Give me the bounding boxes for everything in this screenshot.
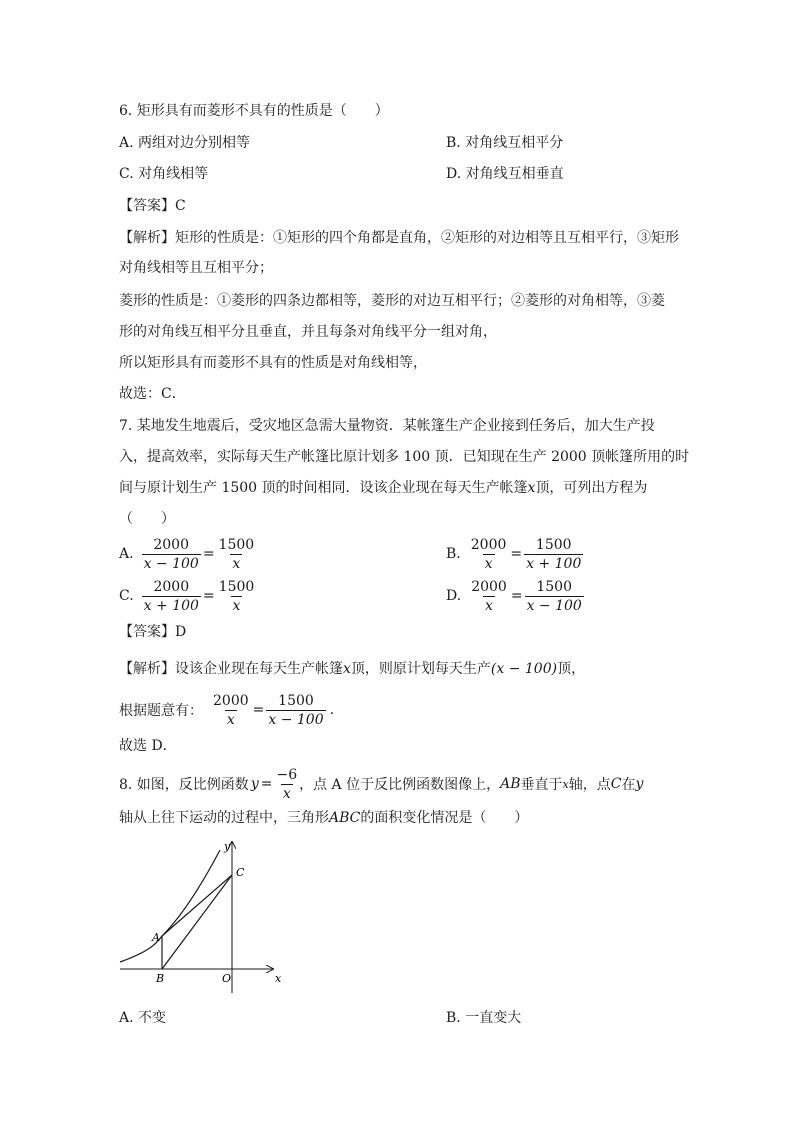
label-y: y bbox=[224, 840, 231, 853]
q6-analysis-line: 所以矩形具有而菱形不具有的性质是对角线相等， bbox=[119, 355, 427, 371]
q8-option-a: A. 不变 bbox=[119, 1010, 167, 1026]
q7-stem-line: 入，提高效率，实际每天生产帐篷比原计划多 100 顶．已知现在生产 2000 顶帐篷所用的时 bbox=[119, 449, 690, 465]
q6-analysis-line: 菱形的性质是：①菱形的四条边都相等，菱形的对边互相平行；②菱形的对角相等，③菱 bbox=[119, 293, 665, 309]
hyperbola-curve bbox=[120, 850, 220, 962]
segment-ac bbox=[162, 875, 232, 936]
q7-stem-line: 间与原计划生产 1500 顶的时间相同．设该企业现在每天生产帐篷x顶，可列出方程为 bbox=[119, 480, 648, 496]
q6-answer: 【答案】C bbox=[119, 198, 186, 214]
q7-option-b: B. $\frac{2000}{x}$ = $\frac{1500}{x + 100}$ bbox=[446, 536, 582, 572]
label-b: B bbox=[156, 972, 165, 985]
q6-option-d: D. 对角线互相垂直 bbox=[446, 166, 564, 182]
q6-option-a: A. 两组对边分别相等 bbox=[119, 135, 251, 151]
q6-analysis-line: 形的对角线互相平分且垂直，并且每条对角线平分一组对角， bbox=[119, 324, 497, 340]
q8-option-b: B. 一直变大 bbox=[446, 1010, 522, 1026]
q6-stem: 6. 矩形具有而菱形不具有的性质是（ ） bbox=[119, 103, 389, 119]
q7-option-a: A. $\frac{2000}{x - 100}$ = $\frac{1500}{x}$ bbox=[119, 536, 255, 572]
q7-option-c: C. $\frac{2000}{x + 100}$ = $\frac{1500}{x}$ bbox=[119, 578, 255, 614]
label-x: x bbox=[275, 972, 282, 985]
q6-option-b: B. 对角线互相平分 bbox=[446, 135, 564, 151]
q6-analysis-line: 对角线相等且互相平分； bbox=[119, 260, 273, 276]
q7-analysis-line: 【解析】设该企业现在每天生产帐篷x顶，则原计划每天生产(x − 100)顶， bbox=[119, 661, 586, 677]
q8-figure bbox=[110, 838, 290, 998]
q7-stem-line: （ ） bbox=[119, 511, 175, 527]
q6-analysis-line: 故选：C． bbox=[119, 386, 186, 402]
label-o: O bbox=[222, 972, 232, 985]
q6-option-c: C. 对角线相等 bbox=[119, 166, 209, 182]
label-a: A bbox=[152, 931, 160, 944]
q7-analysis-equation: 根据题意有： $\frac{2000}{x}$ = $\frac{1500}{x - 100}$ . bbox=[119, 692, 335, 728]
q7-option-d: D. $\frac{2000}{x}$ = $\frac{1500}{x - 100}$ bbox=[446, 578, 582, 614]
label-c: C bbox=[236, 866, 245, 879]
q8-stem-line: 轴从上往下运动的过程中，三角形ABC的面积变化情况是（ ） bbox=[119, 810, 529, 826]
q7-final: 故选 D． bbox=[119, 738, 177, 754]
q6-analysis-line: 【解析】矩形的性质是：①矩形的四个角都是直角，②矩形的对边相等且互相平行，③矩形 bbox=[119, 230, 679, 246]
q8-stem-line: 8. 如图，反比例函数 y = $\frac{-6}{x}$ ，点 A 位于反比例函数图像上， AB 垂直于 x 轴，点 C 在 y bbox=[119, 766, 644, 802]
q7-answer: 【答案】D bbox=[119, 624, 187, 640]
q7-stem-line: 7. 某地发生地震后，受灾地区急需大量物资．某帐篷生产企业接到任务后，加大生产投 bbox=[119, 418, 655, 434]
